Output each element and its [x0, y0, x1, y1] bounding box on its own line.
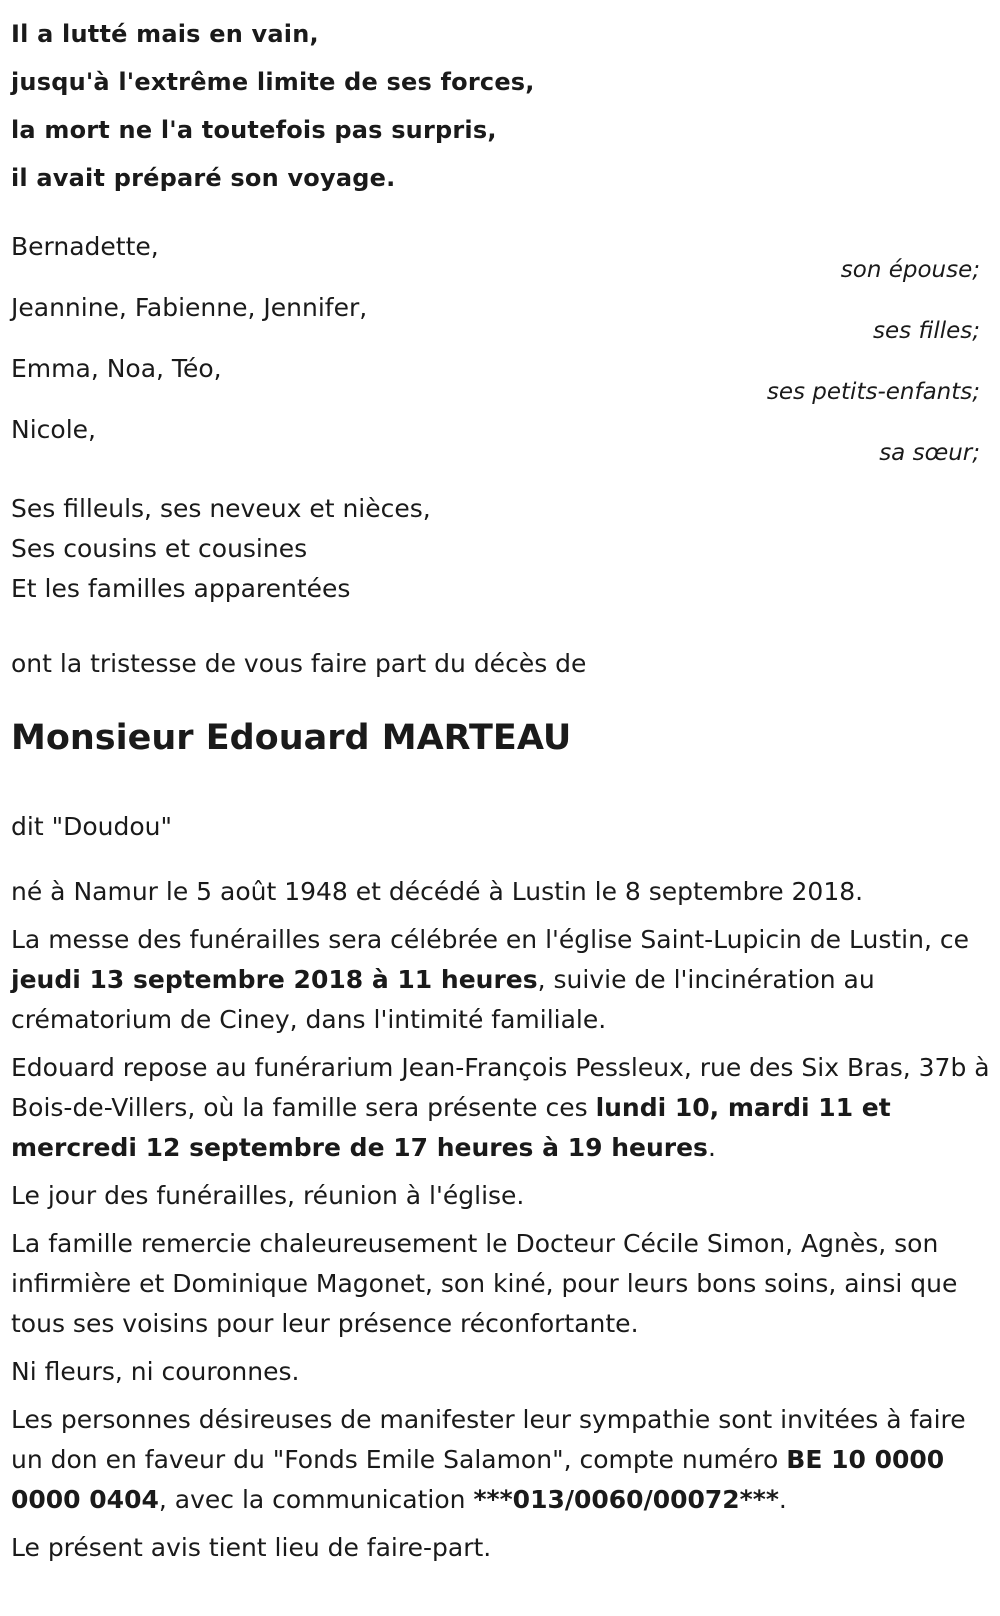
family-role-sister: sa sœur; [879, 440, 980, 466]
opening-poem [11, 10, 535, 202]
family-member-spouse: Bernadette, [11, 232, 159, 261]
meeting-paragraph: Le jour des funérailles, réunion à l'église. [11, 1181, 525, 1210]
birth-death-paragraph: né à Namur le 5 août 1948 et décédé à Lustin le 8 septembre 2018. [11, 877, 864, 906]
family-member-sister: Nicole, [11, 415, 96, 444]
poem-line: la mort ne l'a toutefois pas surpris, [11, 116, 497, 144]
family-member-grandchildren: Emma, Noa, Téo, [11, 354, 222, 383]
family-role-grandchildren: ses petits-enfants; [766, 379, 980, 405]
viewing-text: Edouard repose au funérarium Jean-François Pessleux, rue des Six Bras, 37b à Bois-de-Villers, où la famille sera présente ces [11, 1053, 990, 1122]
donation-account: BE 10 0000 0000 0404 [11, 1445, 945, 1514]
notice-body [11, 872, 996, 1576]
donation-text-mid: , avec la communication [158, 1485, 474, 1514]
relatives-line: Ses filleuls, ses neveux et nièces, [11, 494, 431, 523]
deceased-name: Monsieur Edouard MARTEAU [11, 718, 572, 758]
poem-line: il avait préparé son voyage. [11, 164, 396, 192]
mass-date: jeudi 13 septembre 2018 à 11 heures [11, 965, 538, 994]
mass-text: La messe des funérailles sera célébrée en l'église Saint-Lupicin de Lustin, ce [11, 925, 969, 954]
donation-paragraph [11, 1400, 996, 1520]
closing-paragraph: Le présent avis tient lieu de faire-part. [11, 1533, 492, 1562]
flowers-paragraph: Ni fleurs, ni couronnes. [11, 1357, 300, 1386]
mass-text-end: , suivie de l'incinération au crématorium de Ciney, dans l'intimité familiale. [11, 965, 875, 1034]
family-role-spouse: son épouse; [840, 257, 980, 283]
family-role-daughters: ses filles; [873, 318, 980, 344]
poem-line: jusqu'à l'extrême limite de ses forces, [11, 68, 535, 96]
deceased-nickname: dit "Doudou" [11, 812, 172, 841]
viewing-text-end: . [707, 1133, 716, 1162]
family-member-daughters: Jeannine, Fabienne, Jennifer, [11, 293, 368, 322]
donation-text-end: . [778, 1485, 787, 1514]
viewing-paragraph [11, 1048, 996, 1168]
other-relatives [11, 489, 431, 609]
donation-text: Les personnes désireuses de manifester leur sympathie sont invitées à faire un don en faveur du "Fonds Emile Salamon", compte numéro [11, 1405, 966, 1474]
relatives-line: Et les familles apparentées [11, 574, 351, 603]
relatives-line: Ses cousins et cousines [11, 534, 308, 563]
mass-paragraph [11, 920, 996, 1040]
announcement-intro: ont la tristesse de vous faire part du décès de [11, 649, 587, 678]
thanks-paragraph: La famille remercie chaleureusement le Docteur Cécile Simon, Agnès, son infirmière et Dominique Magonet, son kiné, pour leurs bons soins, ainsi que tous ses voisins pour leur présence réconfortante. [11, 1229, 958, 1338]
viewing-dates: lundi 10, mardi 11 et mercredi 12 septembre de 17 heures à 19 heures [11, 1093, 891, 1162]
donation-reference: ***013/0060/00072*** [473, 1485, 779, 1514]
poem-line: Il a lutté mais en vain, [11, 20, 319, 48]
